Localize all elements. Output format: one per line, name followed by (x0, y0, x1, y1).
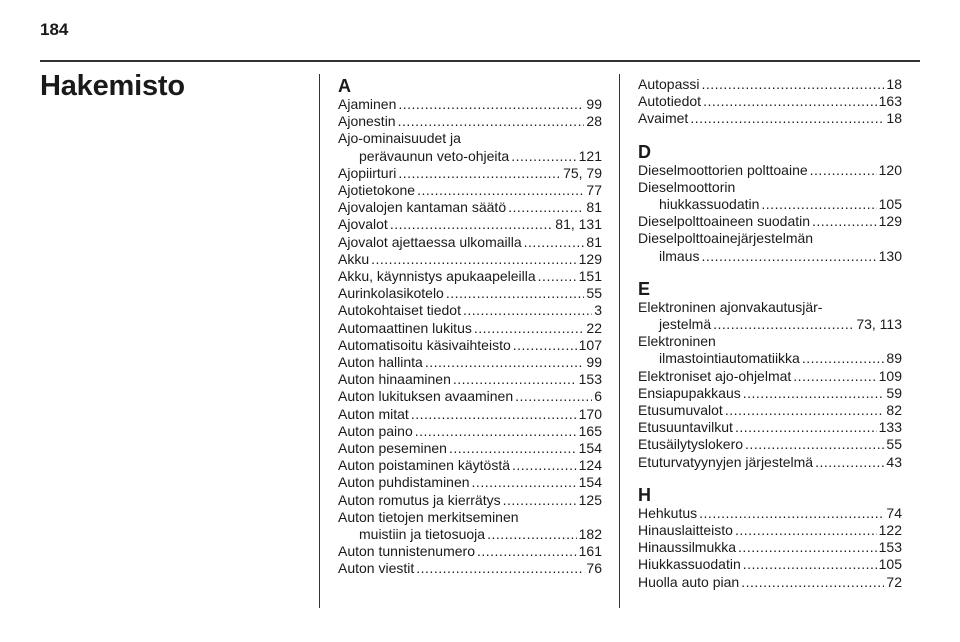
dot-leader (503, 492, 577, 509)
index-entry (338, 165, 602, 182)
index-entry-text: Dieselpolttoaineen suodatin (638, 213, 811, 230)
index-entry-page: 72 (886, 573, 902, 590)
index-entry-row (638, 162, 902, 179)
index-entry-text: Auton hallinta (338, 354, 423, 371)
index-entry (338, 320, 602, 337)
index-entry-row (338, 406, 602, 423)
column-divider (619, 74, 620, 608)
dot-leader (743, 556, 877, 573)
index-entry-text: Auton puhdistaminen (338, 474, 470, 491)
index-entry-text: Ajovalojen kantaman säätö (338, 199, 507, 216)
dot-leader (815, 454, 884, 471)
index-entry-page: 82 (886, 402, 902, 419)
index-entry-text: Dieselmoottorien polttoaine (638, 161, 808, 178)
index-entry (338, 182, 602, 199)
index-entry-heading: Ajo-ominaisuudet ja (338, 130, 461, 147)
index-entry-page: 124 (578, 457, 602, 474)
index-entry-page: 3 (594, 302, 602, 319)
index-entry-text: Autotiedot (638, 93, 702, 110)
index-entry (338, 216, 602, 233)
index-entry (638, 539, 902, 556)
index-entry-page: 170 (578, 405, 602, 422)
index-entry-page: 107 (578, 336, 602, 353)
page-number: 184 (40, 20, 69, 39)
index-entry (638, 368, 902, 385)
index-entry-row (338, 526, 602, 543)
index-entry-row (338, 371, 602, 388)
dot-leader (415, 423, 577, 440)
index-entry-page: 81, 131 (555, 216, 602, 233)
index-entry-row (638, 196, 902, 213)
index-entry-row (338, 492, 602, 509)
index-letter-heading: H (638, 484, 651, 505)
dot-leader (446, 285, 585, 302)
index-entry-heading: Elektroninen (638, 333, 716, 350)
index-entry-row (338, 302, 602, 319)
index-entry (638, 454, 902, 471)
index-entry-page: 105 (878, 196, 902, 213)
column-divider (319, 74, 320, 608)
index-entry-text: jestelmä (659, 316, 712, 333)
index-entry-row (638, 436, 902, 453)
index-entry-row (338, 148, 602, 165)
index-entry-text: Auton hinaaminen (338, 371, 451, 388)
index-entry-row (638, 76, 902, 93)
index-entry-text: Akku, käynnistys apukaapeleilla (338, 268, 536, 285)
index-entry-row (638, 316, 902, 333)
index-entry (638, 179, 902, 213)
index-entry-text: Autokohtaiset tiedot (338, 302, 461, 319)
index-entry-row (338, 216, 602, 233)
index-entry (338, 560, 602, 577)
index-entry-text: Auton lukituksen avaaminen (338, 388, 514, 405)
dot-leader (690, 110, 884, 127)
dot-leader (812, 213, 877, 230)
index-entry-text: Hiukkassuodatin (638, 556, 741, 573)
dot-leader (515, 388, 592, 405)
dot-leader (398, 113, 585, 130)
dot-leader (513, 337, 577, 354)
index-entry-text: ilmaus (659, 247, 700, 264)
index-entry-text: Elektroniset ajo-ohjelmat (638, 367, 792, 384)
dot-leader (699, 505, 884, 522)
index-entry-row (338, 388, 602, 405)
index-entry-row (638, 505, 902, 522)
index-entry-page: 77 (586, 182, 602, 199)
index-entry-text: perävaunun veto-ohjeita (359, 147, 510, 164)
index-entry-text: Automatisoitu käsivaihteisto (338, 336, 511, 353)
index-entry (338, 130, 602, 164)
dot-leader (793, 368, 876, 385)
index-entry-row (338, 543, 602, 560)
dot-leader (411, 406, 577, 423)
dot-leader (713, 316, 854, 333)
dot-leader (416, 560, 584, 577)
index-entry-page: 76 (586, 560, 602, 577)
index-entry-page: 43 (886, 453, 902, 470)
index-entry-page: 75, 79 (563, 164, 602, 181)
index-letter-heading: D (638, 141, 651, 162)
index-entry-row (338, 457, 602, 474)
index-entry-text: Automaattinen lukitus (338, 319, 472, 336)
index-entry (338, 337, 602, 354)
dot-leader (810, 162, 877, 179)
dot-leader (371, 251, 577, 268)
index-entry-heading: Dieselpolttoainejärjestelmän (638, 230, 814, 247)
index-entry-page: 129 (878, 213, 902, 230)
index-entry (638, 574, 902, 591)
dot-leader (453, 371, 577, 388)
index-entry-row (638, 368, 902, 385)
index-entry (338, 268, 602, 285)
index-entry (338, 406, 602, 423)
index-entry-text: Autopassi (638, 76, 700, 92)
dot-leader (449, 440, 577, 457)
index-entry-row (638, 539, 902, 556)
index-entry-page: 89 (886, 350, 902, 367)
index-entry-text: Auton tunnistenumero (338, 543, 475, 560)
index-entry-text: Ajopiirturi (338, 164, 397, 181)
index-entry (338, 251, 602, 268)
index-entry-row (338, 113, 602, 130)
index-entry (338, 199, 602, 216)
index-entry-page: 55 (586, 285, 602, 302)
index-entry-page: 28 (586, 113, 602, 130)
dot-leader (472, 474, 577, 491)
index-entry-page: 18 (886, 110, 902, 127)
index-entry-row (638, 522, 902, 539)
dot-leader (463, 302, 592, 319)
index-entry-row (638, 454, 902, 471)
index-entry (338, 371, 602, 388)
index-entry-page: 120 (878, 161, 902, 178)
index-entry (638, 299, 902, 333)
index-entry-text: Avaimet (638, 110, 689, 127)
index-entry-row (338, 251, 602, 268)
index-entry (638, 230, 902, 264)
index-entry (338, 509, 602, 543)
index-entry-text: Auton romutus ja kierrätys (338, 491, 501, 508)
index-entry (638, 110, 902, 127)
index-entry (338, 440, 602, 457)
index-entry-page: 129 (578, 250, 602, 267)
dot-leader (725, 402, 885, 419)
index-entry-page: 81 (586, 199, 602, 216)
index-letter-heading: A (338, 76, 351, 96)
index-entry (338, 96, 602, 113)
index-entry-text: Etusäilytyslokero (638, 436, 744, 453)
index-entry-text: Auton paino (338, 422, 413, 439)
dot-leader (524, 234, 585, 251)
index-entry-row (638, 248, 902, 265)
index-entry (338, 234, 602, 251)
index-entry-row (338, 199, 602, 216)
dot-leader (741, 574, 884, 591)
index-entry (638, 522, 902, 539)
index-entry-text: Ajonestin (338, 113, 396, 130)
index-entry-page: 73, 113 (856, 316, 902, 333)
index-entry-text: Etusumuvalot (638, 402, 723, 419)
index-entry-row (338, 182, 602, 199)
index-entry-page: 6 (594, 388, 602, 405)
index-entry (338, 474, 602, 491)
index-entry-page: 22 (586, 319, 602, 336)
index-entry-row (338, 285, 602, 302)
index-entry-row (338, 234, 602, 251)
index-entry-page: 18 (886, 76, 902, 92)
dot-leader (511, 148, 576, 165)
index-entry-text: Auton poistaminen käytöstä (338, 457, 510, 474)
index-entry (638, 505, 902, 522)
index-letter-heading: E (638, 278, 651, 299)
dot-leader (701, 248, 876, 265)
index-entry (338, 302, 602, 319)
index-entry-page: 153 (878, 539, 902, 556)
dot-leader (701, 76, 884, 93)
index-entry-heading: Auton tietojen merkitseminen (338, 508, 519, 525)
index-entry-row (338, 165, 602, 182)
index-entry-row (338, 423, 602, 440)
index-entry (338, 354, 602, 371)
index-entry-text: Aurinkolasikotelo (338, 285, 444, 302)
index-entry-page: 182 (578, 526, 602, 543)
index-entry (638, 385, 902, 402)
index-entry-text: Ajovalot ajettaessa ulkomailla (338, 233, 522, 250)
index-entry-page: 154 (578, 440, 602, 457)
index-entry-page: 125 (578, 491, 602, 508)
index-entry (338, 492, 602, 509)
index-entry-text: Etusuuntavilkut (638, 419, 733, 436)
index-entry-page: 81 (586, 233, 602, 250)
index-entry (638, 402, 902, 419)
index-entry (638, 556, 902, 573)
dot-leader (487, 526, 577, 543)
index-entry (338, 543, 602, 560)
index-entry-page: 151 (578, 268, 602, 285)
dot-leader (398, 165, 561, 182)
dot-leader (477, 543, 577, 560)
dot-leader (745, 436, 884, 453)
index-entry-text: Hehkutus (638, 504, 698, 521)
index-entry-row (638, 213, 902, 230)
dot-leader (398, 96, 584, 113)
index-entry-row (638, 385, 902, 402)
index-entry-page: 133 (878, 419, 902, 436)
index-entry (338, 113, 602, 130)
dot-leader (703, 93, 877, 110)
index-entry-text: Auton mitat (338, 405, 409, 422)
dot-leader (761, 196, 876, 213)
index-entry-text: Etuturvatyynyjen järjestelmä (638, 453, 814, 470)
header-rule (40, 60, 920, 62)
index-entry-page: 153 (578, 371, 602, 388)
index-entry-row (338, 268, 602, 285)
index-entry (338, 388, 602, 405)
index-entry-page: 105 (878, 556, 902, 573)
index-entry-row (638, 419, 902, 436)
index-entry-text: Ajaminen (338, 96, 397, 112)
dot-leader (425, 354, 585, 371)
index-entry-page: 59 (886, 384, 902, 401)
index-entry-heading: Elektroninen ajonvakautusjär- (638, 298, 823, 315)
index-entry-text: Ajotietokone (338, 182, 416, 199)
dot-leader (508, 199, 584, 216)
index-entry-row (338, 474, 602, 491)
index-entry-text: Akku (338, 250, 370, 267)
dot-leader (735, 419, 877, 436)
index-column-1 (338, 76, 602, 578)
dot-leader (743, 385, 885, 402)
index-entry-page: 109 (878, 367, 902, 384)
index-entry-page: 99 (586, 96, 602, 112)
dot-leader (735, 522, 877, 539)
index-entry-page: 165 (578, 422, 602, 439)
index-entry-page: 99 (586, 354, 602, 371)
section-title: Hakemisto (40, 70, 185, 102)
index-entry-row (638, 574, 902, 591)
dot-leader (390, 216, 553, 233)
index-entry-row (338, 337, 602, 354)
index-entry (638, 162, 902, 179)
index-entry-text: ilmastointiautomatiikka (659, 350, 800, 367)
index-entry-text: muistiin ja tietosuoja (359, 526, 486, 543)
index-entry-text: Auton viestit (338, 560, 415, 577)
index-entry-page: 163 (878, 93, 902, 110)
index-entry-text: Auton peseminen (338, 440, 447, 457)
index-entry (338, 423, 602, 440)
index-entry-text: Hinauslaitteisto (638, 522, 733, 539)
index-column-2 (638, 76, 902, 591)
index-entry (638, 93, 902, 110)
index-entry-text: Ensiapupakkaus (638, 384, 741, 401)
index-entry-row (638, 110, 902, 127)
index-entry-heading: Dieselmoottorin (638, 178, 736, 195)
index-entry-row (638, 556, 902, 573)
index-entry (638, 213, 902, 230)
index-entry (638, 333, 902, 367)
index-entry-page: 130 (878, 247, 902, 264)
index-entry-row (638, 93, 902, 110)
dot-leader (512, 457, 577, 474)
index-entry (638, 76, 902, 93)
index-entry-row (338, 560, 602, 577)
index-entry (338, 457, 602, 474)
index-entry (638, 436, 902, 453)
index-entry-text: hiukkassuodatin (659, 196, 760, 213)
dot-leader (417, 182, 584, 199)
index-entry-row (338, 320, 602, 337)
index-entry-text: Hinaussilmukka (638, 539, 737, 556)
index-entry-page: 55 (886, 436, 902, 453)
dot-leader (474, 320, 585, 337)
index-entry-text: Ajovalot (338, 216, 388, 233)
index-entry-row (638, 402, 902, 419)
index-entry-page: 121 (578, 147, 602, 164)
dot-leader (738, 539, 877, 556)
index-entry-page: 154 (578, 474, 602, 491)
index-entry (338, 285, 602, 302)
index-entry-row (338, 354, 602, 371)
index-entry-text: Huolla auto pian (638, 573, 740, 590)
dot-leader (802, 350, 885, 367)
index-entry-page: 122 (878, 522, 902, 539)
index-entry (638, 419, 902, 436)
dot-leader (538, 268, 577, 285)
index-entry-row (638, 350, 902, 367)
index-entry-row (338, 96, 602, 113)
index-entry-page: 161 (578, 543, 602, 560)
index-entry-row (338, 440, 602, 457)
index-entry-page: 74 (886, 504, 902, 521)
